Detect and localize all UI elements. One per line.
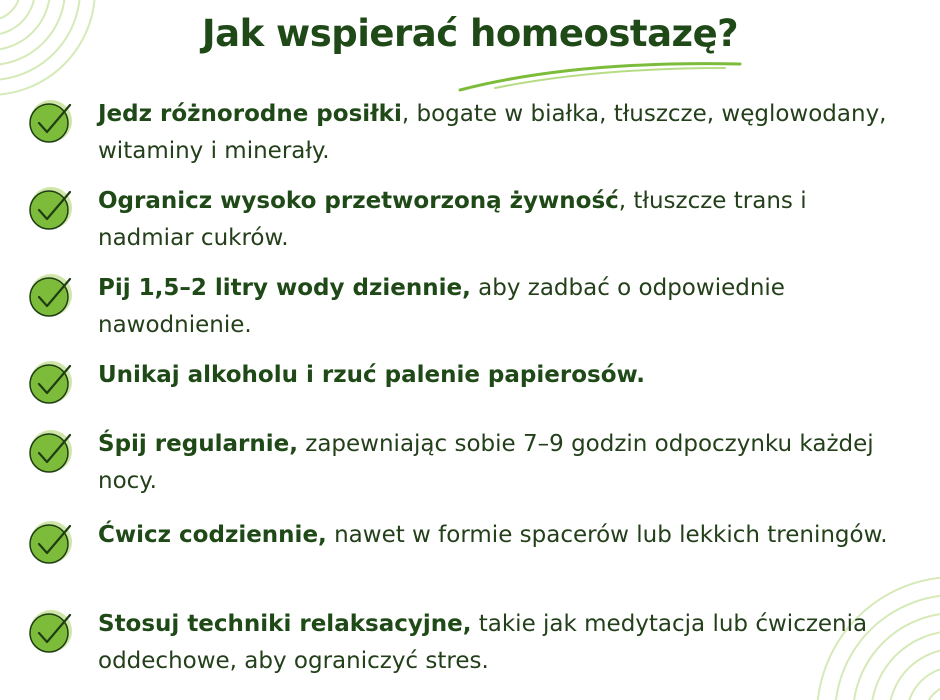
- check-circle-icon: [26, 270, 76, 320]
- list-item-bold: Unikaj alkoholu i rzuć palenie papierosów.: [98, 362, 646, 388]
- page-title: Jak wspierać homeostazę?: [201, 12, 739, 55]
- list-item-text: [98, 183, 898, 257]
- check-circle-icon: [26, 183, 76, 233]
- list-item-bold: Ogranicz wysoko przetworzoną żywność: [98, 188, 619, 214]
- check-circle-icon: [26, 357, 76, 407]
- list-item-text: [98, 606, 898, 680]
- check-circle-icon: [26, 606, 76, 656]
- check-circle-icon: [26, 517, 76, 567]
- check-circle-icon: [26, 426, 76, 476]
- list-item-text: [98, 357, 898, 394]
- list-item-bold: Pij 1,5–2 litry wody dziennie,: [98, 275, 471, 301]
- list-item-bold: Jedz różnorodne posiłki: [98, 101, 402, 127]
- list-item-text: [98, 96, 898, 170]
- list-item-text: [98, 517, 898, 554]
- list-item-text: [98, 426, 898, 500]
- list-item-text: [98, 270, 898, 344]
- list-item-rest: nawet w formie spacerów lub lekkich treningów.: [326, 522, 888, 548]
- list-item-rest: , bogate w białka, tłuszcze, węglowodany, witaminy i minerały.: [98, 101, 887, 164]
- check-circle-icon: [26, 96, 76, 146]
- list-item-rest: zapewniając sobie 7–9 godzin odpoczynku każdej nocy.: [98, 431, 874, 494]
- list-item-rest: aby zadbać o odpowiednie nawodnienie.: [98, 275, 785, 338]
- list-item-rest: , tłuszcze trans i nadmiar cukrów.: [98, 188, 807, 251]
- list-item-bold: Stosuj techniki relaksacyjne,: [98, 611, 472, 637]
- list-item-rest: takie jak medytacja lub ćwiczenia oddechowe, aby ograniczyć stres.: [98, 611, 868, 674]
- list-item-bold: Ćwicz codziennie,: [98, 522, 327, 548]
- list-item-bold: Śpij regularnie,: [98, 431, 298, 457]
